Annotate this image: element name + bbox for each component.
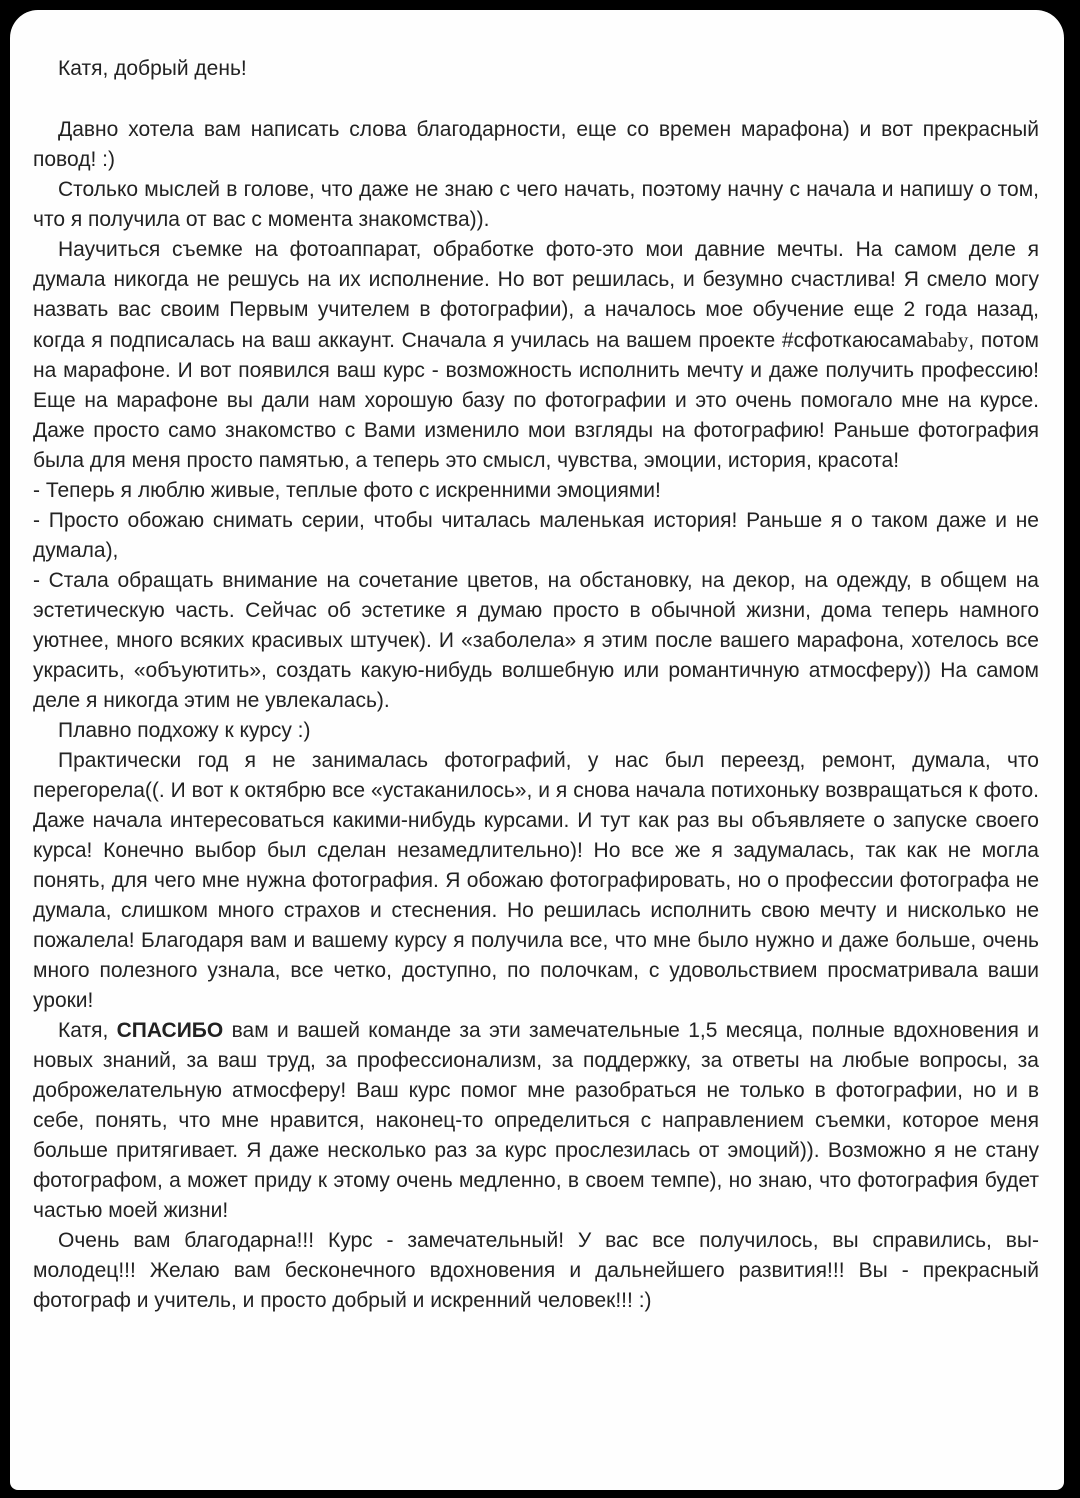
letter-paragraph xyxy=(33,175,1039,235)
letter-paragraph xyxy=(33,506,1039,566)
letter-body xyxy=(33,54,1039,1316)
letter-text-segment: - Стала обращать внимание на сочетание цветов, на обстановку, на декор, на одежду, в общем на эстетическую часть. Сейчас об эстетике я думаю просто в обычной жизни, дома теперь намного уютнее, много всяких красивых штучек). И «заболела» я этим после вашего марафона, хотелось все украсить, «объуютить», создать какую-нибудь волшебную или романтичную атмосферу)) На самом деле я никогда этим не увлекалась). xyxy=(33,569,1039,712)
letter-text-segment: Давно хотела вам написать слова благодарности, еще со времен марафона) и вот прекрасный повод! :) xyxy=(33,118,1039,171)
letter-text-segment: Научиться съемке на фотоаппарат, обработке фото-это мои давние мечты. На самом деле я думала никогда не решусь на их исполнение. Но вот решилась, и безумно счастлива! Я смело могу назвать вас своим Первым учителем в фотографии), а началось мое обучение еще 2 года назад, когда я подписалась на ваш аккаунт. Сначала я училась на вашем проекте #сфоткаюсама xyxy=(33,238,1039,352)
letter-paragraph xyxy=(33,716,1039,746)
letter-paragraph xyxy=(33,476,1039,506)
letter-emphasis-text: СПАСИБО xyxy=(116,1019,224,1042)
letter-text-segment: Очень вам благодарна!!! Курс - замечательный! У вас все получилось, вы справились, вы-молодец!!! Желаю вам бесконечного вдохновения и дальнейшего развития!!! Вы - прекрасный фотограф и учитель, и просто добрый и искренний человек!!! :) xyxy=(33,1229,1039,1312)
letter-text-segment: Практически год я не занималась фотографий, у нас был переезд, ремонт, думала, что перегорела((. И вот к октябрю все «устаканилось», и я снова начала потихоньку возвращаться к фото. Даже начала интересоваться какими-нибудь курсами. И тут как раз вы объявляете о запуске своего курса! Конечно выбор был сделан незамедлительно)! Но все же я задумалась, так как не могла понять, для чего мне нужна фотография. Я обожаю фотографировать, но о профессии фотографа не думала, слишком много страхов и стеснения. Но решилась исполнить свою мечту и нисколько не пожалела! Благодаря вам и вашему курсу я получила все, что мне было нужно и даже больше, очень много полезного узнала, все четко, доступно, по полочкам, с удовольствием просматривала ваши уроки! xyxy=(33,749,1039,1012)
letter-paragraph xyxy=(33,1226,1039,1316)
letter-text-segment: Плавно подхожу к курсу :) xyxy=(58,719,311,742)
letter-paragraph xyxy=(33,235,1039,476)
letter-text-segment: Столько мыслей в голове, что даже не знаю с чего начать, поэтому начну с начала и напишу о том, что я получила от вас с момента знакомства)). xyxy=(33,178,1039,231)
letter-card xyxy=(10,10,1064,1490)
letter-text-segment: - Теперь я люблю живые, теплые фото с искренними эмоциями! xyxy=(33,479,661,502)
letter-paragraph xyxy=(33,1016,1039,1226)
letter-paragraph xyxy=(33,746,1039,1016)
letter-text-segment: - Просто обожаю снимать серии, чтобы читалась маленькая история! Раньше я о таком даже и не думала), xyxy=(33,509,1039,562)
letter-text-segment: Катя, xyxy=(58,1019,117,1042)
letter-text-segment: baby xyxy=(927,328,969,352)
letter-text-segment: вам и вашей команде за эти замечательные 1,5 месяца, полные вдохновения и новых знаний, за ваш труд, за профессионализм, за поддержку, за ответы на любые вопросы, за доброжелательную атмосферу! Ваш курс помог мне разобраться не только в фотографии, но и в себе, понять, что мне нравится, наконец-то определиться с направлением съемки, которое меня больше притягивает. Я даже несколько раз за курс прослезилась от эмоций)). Возможно я не стану фотографом, а может приду к этому очень медленно, в своем темпе), но знаю, что фотография будет частью моей жизни! xyxy=(33,1019,1039,1222)
letter-greeting: Катя, добрый день! xyxy=(58,57,247,80)
letter-paragraph xyxy=(33,566,1039,716)
letter-paragraph xyxy=(33,115,1039,175)
letter-text-segment: , потом на марафоне. И вот появился ваш курс - возможность исполнить мечту и даже получить профессию! Еще на марафоне вы дали нам хорошую базу по фотографии и это очень помогало мне на курсе. Даже просто само знакомство с Вами изменило мои взгляды на фотографию! Раньше фотография была для меня просто памятью, а теперь это смысл, чувства, эмоции, история, красота! xyxy=(33,329,1039,472)
